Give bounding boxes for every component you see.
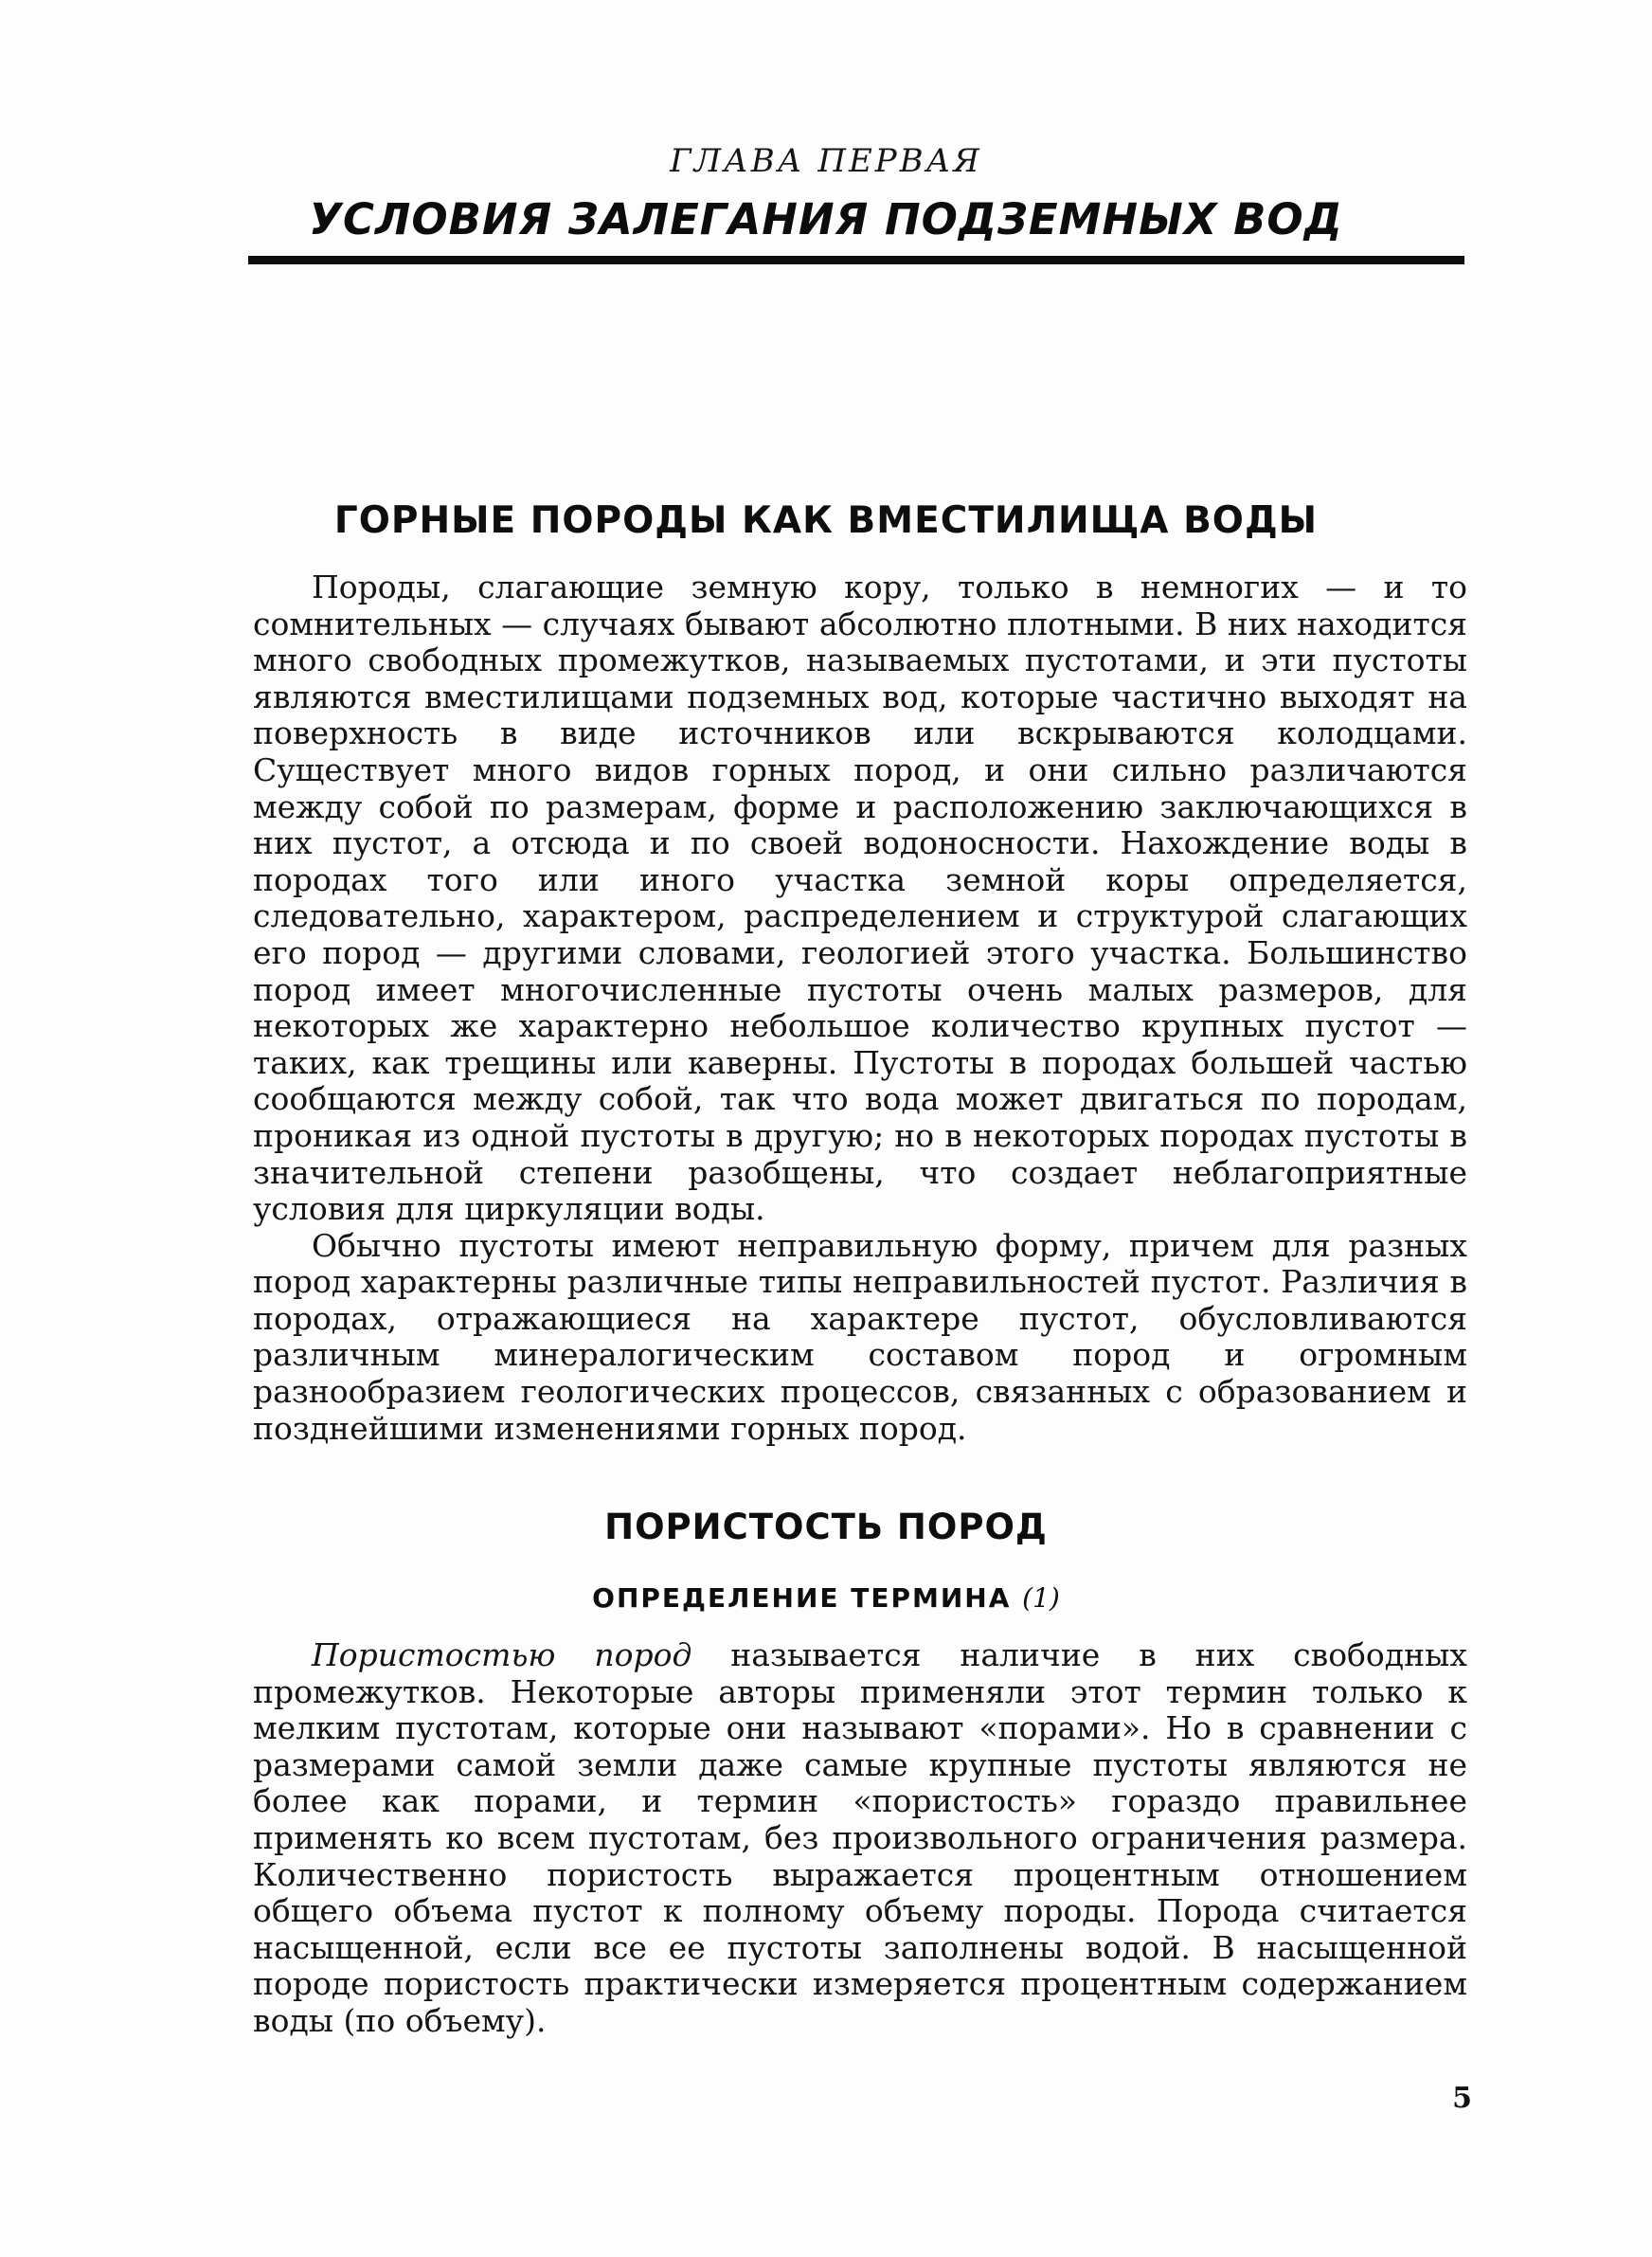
chapter-divider [248, 256, 1464, 264]
paragraph: Породы, слагающие земную кору, только в немногих — и то сомнительных — случаях бывают абсолютно плотными. В них находится много свободных промежутков, называемых пустотами, и эти пустоты являются вместилищами подземных вод, которые частично выходят на поверхность в виде источников или вскрываются колодцами. Существует много видов горных пород, и они сильно различаются между собой по размерам, форме и расположению заключающихся в них пустот, а отсюда и по своей водоносности. Нахождение воды в породах того или иного участка земной коры определяется, следовательно, характером, распределением и структурой слагающих его пород — другими словами, геологией этого участка. Большинство пород имеет многочисленные пустоты очень малых размеров, для некоторых же характерно небольшое количество крупных пустот — таких, как трещины или каверны. Пустоты в породах большей частью сообщаются между собой, так что вода может двигаться по породам, проникая из одной пустоты в другую; но в некоторых породах пустоты в значительной степени разобщены, что создает неблагоприятные условия для циркуляции воды. [253, 569, 1467, 1228]
reference-number: (1) [1022, 1582, 1060, 1614]
chapter-label: ГЛАВА ПЕРВАЯ [670, 142, 982, 180]
subsection-heading-definition [0, 1582, 1652, 1614]
section-body-porosity [253, 1637, 1467, 2040]
paragraph [253, 1637, 1467, 2040]
section-heading-rocks: ГОРНЫЕ ПОРОДЫ КАК ВМЕСТИЛИЩА ВОДЫ [333, 499, 1319, 542]
chapter-title: УСЛОВИЯ ЗАЛЕГАНИЯ ПОДЗЕМНЫХ ВОД [309, 194, 1343, 244]
section-heading-porosity: ПОРИСТОСТЬ ПОРОД [604, 1507, 1048, 1547]
subsection-heading-text: ОПРЕДЕЛЕНИЕ ТЕРМИНА [592, 1582, 1012, 1614]
paragraph-text: называется наличие в них свободных промежутков. Некоторые авторы применяли этот термин только к мелким пустотам, которые они называют «порами». Но в сравнении с размерами самой земли даже самые крупные пустоты являются не более как порами, и термин «пористость» гораздо правильнее применять ко всем пустотам, без произвольного ограничения размера. Количественно пористость выражается процентным отношением общего объема пустот к полному объему породы. Порода считается насыщенной, если все ее пустоты заполнены водой. В насыщенной породе пористость практически измеряется процентным содержанием воды (по объему). [253, 1636, 1467, 2039]
page-number: 5 [1452, 2082, 1472, 2115]
paragraph: Обычно пустоты имеют неправильную форму, причем для разных пород характерны различные типы неправильностей пустот. Различия в породах, отражающиеся на характере пустот, обусловливаются различным минералогическим составом пород и огромным разнообразием геологических процессов, связанных с образованием и позднейшими изменениями горных пород. [253, 1226, 1467, 1447]
defined-term: Пористостью пород [312, 1636, 692, 1673]
section-body-rocks [253, 569, 1467, 1447]
